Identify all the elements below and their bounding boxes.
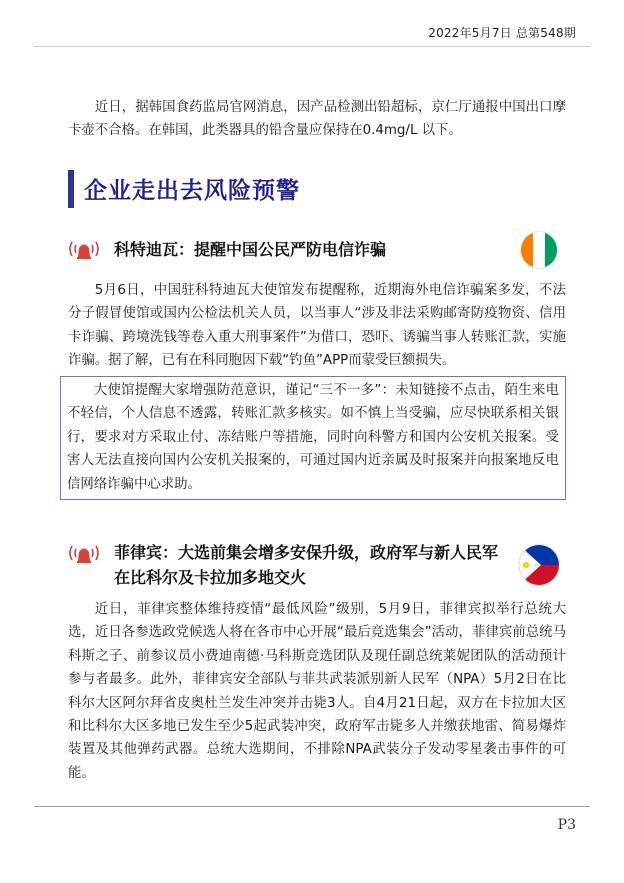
footer-divider — [34, 806, 590, 807]
article-paragraph-cote-divoire: 5月6日，中国驻科特迪瓦大使馆发布提醒称，近期海外电信诈骗案多发，不法分子假冒使馆或国内公检法机关人员，以当事人“涉及非法采购邮寄防疫物资、信用卡诈骗、跨境洗钱等卷入重大刑事案件”为借口，恐吓、诱骗当事人转账汇款，实施诈骗。据了解，已有在科同胞因下载“钓鱼”APP而蒙受巨额损失。 — [68, 283, 566, 369]
header-divider — [34, 46, 590, 47]
highlight-box — [60, 376, 566, 500]
section-bar — [68, 170, 74, 208]
section-title: 企业走出去风险预警 — [84, 178, 300, 204]
article-title-philippines-line1: 菲律宾：大选前集会增多安保升级，政府军与新人民军 — [114, 543, 499, 562]
article-title-philippines-line2: 在比科尔及卡拉加多地交火 — [114, 568, 307, 587]
issue-date: 2022年5月7日 总第548期 — [428, 26, 576, 40]
cote-divoire-flag-icon — [521, 232, 557, 268]
alarm-bell-icon — [66, 238, 102, 260]
article-title-cote-divoire: 科特迪瓦：提醒中国公民严防电信诈骗 — [114, 240, 387, 259]
philippines-flag-icon — [519, 545, 559, 585]
intro-paragraph: 近日，据韩国食药监局官网消息，因产品检测出铅超标，京仁厅通报中国出口摩卡壶不合格。在韩国，此类器具的铅含量应保持在0.4mg/L 以下。 — [68, 100, 566, 139]
article-paragraph-philippines: 近日，菲律宾整体维持疫情“最低风险”级别，5月9日，菲律宾拟举行总统大选，近日各参选政党候选人将在各市中心开展“最后竞选集会”活动，菲律宾前总统马科斯之子、前参议员小费迪南德·马科斯竞选团队及现任副总统莱妮团队的活动预计参与者最多。此外，菲律宾安全部队与菲共武装派别新人民军（NPA）5月2日在比科尔大区阿尔拜省皮奥杜兰发生冲突并击毙3人。自4月21日起，双方在卡拉加大区和比科尔大区多地已发生至少5起武装冲突，政府军击毙多人并缴获地雷、简易爆炸装置及其他弹药武器。总统大选期间，不排除NPA武装分子发动零星袭击事件的可能。 — [68, 602, 566, 781]
highlight-text: 大使馆提醒大家增强防范意识，谨记“三不一多”：未知链接不点击，陌生来电不轻信，个人信息不透露，转账汇款多核实。如不慎上当受骗，应尽快联系相关银行，要求对方采取止付、冻结账户等措施，同时向科警方和国内公安机关报案。受害人无法直接向国内公安机关报案的，可通过国内近亲属及时报案并向报案地反电信网络诈骗中心求助。 — [67, 383, 559, 492]
alarm-bell-icon — [66, 542, 102, 564]
page-number: P3 — [557, 817, 576, 833]
